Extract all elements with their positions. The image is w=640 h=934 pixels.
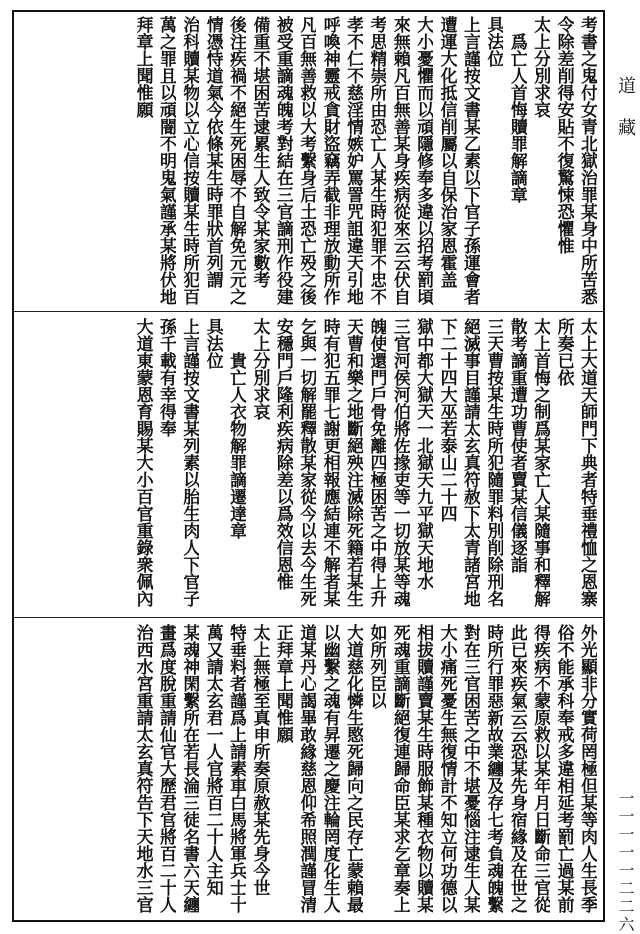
- collection-title: 道藏: [615, 76, 636, 160]
- text-column: 上言謹按文書某乙素以下官子孫運會者: [460, 16, 481, 305]
- text-column: 三天曹按某生時所犯隨罪料別削除刑名: [483, 318, 504, 607]
- text-column: 凡百無善救以大考繫身后土恐亡殁之後: [296, 16, 317, 305]
- text-column: 魄使還門戶骨免離四極困苦之中得上升: [366, 318, 387, 607]
- text-column: 治西水宮重請太玄真符告下天地水三官: [132, 624, 153, 913]
- text-column: 畫爲度脫重請仙官大歷君官將百二十人: [155, 624, 176, 913]
- text-column: 後注疾禍不絕生死困辱不自解免元元之: [226, 16, 247, 305]
- text-column: 來無賴凡百無善某身疾病從來云云伏自: [389, 16, 410, 305]
- page-number: 一一一一一二二六: [616, 790, 635, 934]
- text-column: 大小憂懼而以頑隱修奉多違以招考罰頃: [413, 16, 434, 305]
- text-column: 相拔贖謹賣某生時服飾某種衣物以贖某: [413, 624, 434, 913]
- text-column: 太上分別求哀: [530, 16, 551, 118]
- column-group: [133, 318, 597, 611]
- text-column: 太上無極至真申所奏原赦某先身今世: [249, 624, 270, 896]
- column-group: [133, 16, 597, 305]
- text-column: 死魂重謫斷絕復連歸命臣某求乞章奏上: [389, 624, 410, 913]
- text-column: 乞與一切解罷釋散某家從今以去今生死: [296, 318, 317, 607]
- text-column: 下二十四大巫若泰山二十四: [436, 318, 457, 522]
- text-column: 時有犯五罪七謝更相報應結連不解者某: [319, 318, 340, 607]
- text-column: 呼喚神靈戒貪財盜竊弄截非理放動所作: [319, 16, 340, 305]
- text-column: 考書之鬼付女青北獄治罪某身中所苦悉: [577, 16, 597, 305]
- text-column: 孝不仁不慈淫情嫉妒罵詈咒詛違天引地: [343, 16, 364, 305]
- text-column: 散考謫重遭功曹使者賣某信儀逐詣: [506, 318, 527, 573]
- text-column: 孫千載有幸得奉: [155, 318, 176, 437]
- text-column: 大道慈化憐生愍死歸向之民存亡蒙賴最: [343, 624, 364, 913]
- text-column: 如所列臣以: [366, 624, 387, 709]
- text-column: 絕滅事目謹請太玄真符赦下太青諸宮地: [460, 318, 481, 607]
- text-column: 特垂料者謹爲上請素車白馬將軍兵士十: [226, 624, 247, 913]
- text-column: 具法位: [202, 318, 223, 369]
- panel-divider: [14, 617, 603, 618]
- text-column: 拜章上聞惟願: [132, 16, 153, 118]
- text-column: 貴亡人衣物解罪謫遷達章: [226, 318, 247, 539]
- text-column: 大道東蒙恩育賜某大小百官重錄衆佩內: [132, 318, 153, 607]
- text-column: 被受重謫魂魄考對結在三官謫刑作役建: [272, 16, 293, 305]
- text-column: 對在三官困苦之中不堪憂惱注逮生人某: [460, 624, 481, 913]
- text-panel-bottom: [14, 620, 603, 920]
- text-column: 俗不能承科奉戒多違相延考罰亡過某前: [553, 624, 574, 913]
- text-column: 此已來疾氣云云恐某先身宿緣及在世之: [506, 624, 527, 913]
- text-column: 得疾病不蒙原救以某年月日斷命三官從: [530, 624, 551, 913]
- text-column: 治科贖某物以立心信按贖某生時所犯百: [179, 16, 200, 305]
- text-column: 具法位: [483, 16, 504, 67]
- text-column: 所奏已依: [553, 318, 574, 386]
- panel-divider: [14, 311, 603, 312]
- text-column: 獄中都大獄天一北獄天九平獄天地水: [413, 318, 434, 590]
- text-column: 考思精崇所由恐亡人某生時犯罪不忠不: [366, 16, 387, 305]
- text-column: 太上分別求哀: [249, 318, 270, 420]
- text-column: 令除差削得安貼不復驚悚恐懼惟: [553, 16, 574, 254]
- text-column: 以幽繫之魂有昇遷之慶注輪罔度化生人: [319, 624, 340, 913]
- text-column: 安穩門戶隆利疾病除差以爲效信恩惟: [272, 318, 293, 590]
- text-column: 太上大道天師門下典者特垂禮恤之恩寨: [577, 318, 597, 607]
- text-column: 萬之罪且以頑闇不明鬼氣謹承某將伏地: [155, 16, 176, 305]
- text-column: 某魂神閑繫所在若長淪三徒名書六天纏: [179, 624, 200, 913]
- text-column: 大小痛死憂生無復情計不知立何功德以: [436, 624, 457, 913]
- text-column: 三官河侯河伯將佐掾吏等一切放某等魂: [389, 318, 410, 607]
- text-column: 正拜章上聞惟願: [272, 624, 293, 743]
- text-column: 遭運大化抵信削屬以自保治家恩霍盖: [436, 16, 457, 288]
- column-group: [133, 624, 597, 916]
- text-column: 萬又請太玄君一人官將百二十人主知: [202, 624, 223, 896]
- text-column: 情憑恃道氣今依條某生時罪狀首列謂: [202, 16, 223, 288]
- text-column: 天曹和樂之地斷絕殃注滅除死籍若某生: [343, 318, 364, 607]
- text-column: 外光顯非分實荷罔極但某等肉人生長季: [577, 624, 597, 913]
- text-column: 太上首悔之制爲某家亡人某隨事和釋解: [530, 318, 551, 607]
- text-column: 時所行罪惡新故業纏及存七考負魂魄繫: [483, 624, 504, 913]
- text-column: 備重不堪困苦逮累生人致令某家數考: [249, 16, 270, 288]
- text-panel-middle: [14, 314, 603, 615]
- text-column: 道某丹心謁畢敢緣慈恩仰希照潤謹冒清: [296, 624, 317, 913]
- text-column: 爲亡人首悔贖罪解謫章: [506, 16, 527, 203]
- text-panel-top: [14, 12, 603, 309]
- text-column: 上言謹按文書某列素以胎生肉人下官子: [179, 318, 200, 607]
